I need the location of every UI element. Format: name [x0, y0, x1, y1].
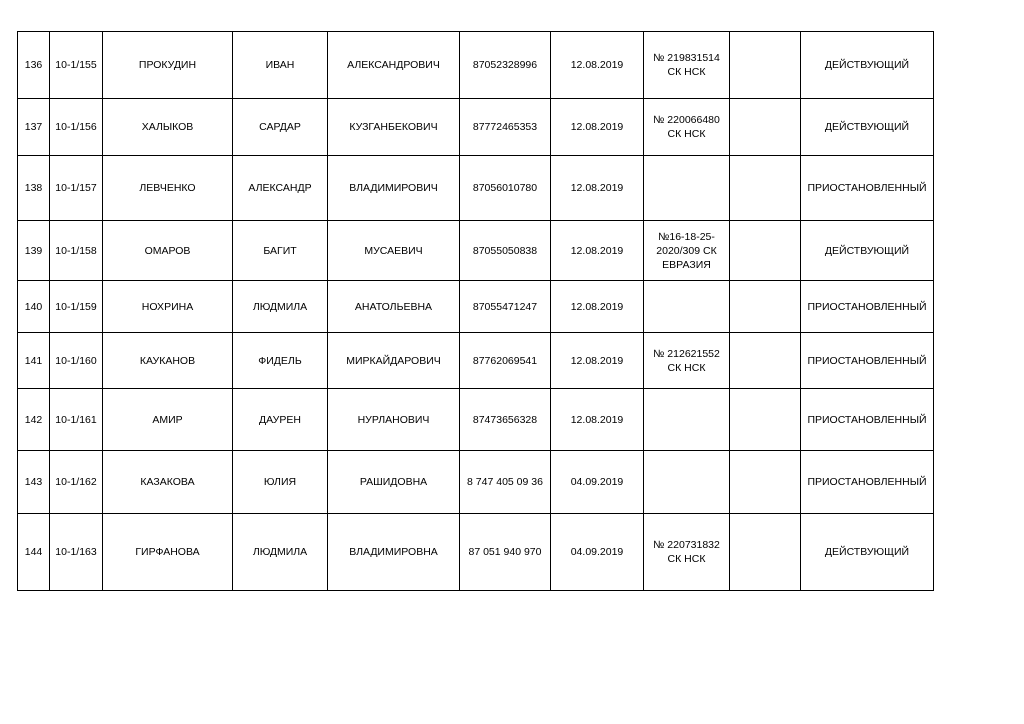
table-row: [18, 32, 934, 99]
phone-cell: 8 747 405 09 36: [460, 451, 551, 514]
row-number: 143: [18, 451, 50, 514]
surname-cell: КАЗАКОВА: [103, 451, 233, 514]
patronymic-cell: ВЛАДИМИРОВНА: [328, 514, 460, 591]
first-name-cell: ФИДЕЛЬ: [233, 333, 328, 389]
phone-cell: 87772465353: [460, 99, 551, 156]
first-name-cell: ИВАН: [233, 32, 328, 99]
table-row: [18, 514, 934, 591]
first-name-cell: БАГИТ: [233, 221, 328, 281]
first-name-cell: ЛЮДМИЛА: [233, 281, 328, 333]
insurance-policy-cell: № 220731832 СК НСК: [644, 514, 730, 591]
date-cell: 04.09.2019: [551, 514, 644, 591]
date-cell: 12.08.2019: [551, 333, 644, 389]
insurance-policy-cell: № 220066480 СК НСК: [644, 99, 730, 156]
status-cell: ДЕЙСТВУЮЩИЙ: [801, 514, 934, 591]
row-number: 144: [18, 514, 50, 591]
first-name-cell: ДАУРЕН: [233, 389, 328, 451]
date-cell: 12.08.2019: [551, 99, 644, 156]
insurance-policy-cell: [644, 156, 730, 221]
table-row: [18, 333, 934, 389]
row-number: 137: [18, 99, 50, 156]
date-cell: 12.08.2019: [551, 281, 644, 333]
status-cell: ПРИОСТАНОВЛЕННЫЙ: [801, 451, 934, 514]
registration-number: 10-1/158: [50, 221, 103, 281]
phone-cell: 87056010780: [460, 156, 551, 221]
date-cell: 04.09.2019: [551, 451, 644, 514]
registration-number: 10-1/160: [50, 333, 103, 389]
registration-number: 10-1/157: [50, 156, 103, 221]
status-cell: ПРИОСТАНОВЛЕННЫЙ: [801, 281, 934, 333]
date-cell: 12.08.2019: [551, 32, 644, 99]
phone-cell: 87052328996: [460, 32, 551, 99]
row-number: 141: [18, 333, 50, 389]
registration-number: 10-1/159: [50, 281, 103, 333]
row-number: 139: [18, 221, 50, 281]
status-cell: ПРИОСТАНОВЛЕННЫЙ: [801, 156, 934, 221]
registration-number: 10-1/155: [50, 32, 103, 99]
row-number: 140: [18, 281, 50, 333]
surname-cell: ОМАРОВ: [103, 221, 233, 281]
first-name-cell: АЛЕКСАНДР: [233, 156, 328, 221]
first-name-cell: ЛЮДМИЛА: [233, 514, 328, 591]
patronymic-cell: АНАТОЛЬЕВНА: [328, 281, 460, 333]
status-cell: ДЕЙСТВУЮЩИЙ: [801, 32, 934, 99]
table-row: [18, 156, 934, 221]
first-name-cell: САРДАР: [233, 99, 328, 156]
patronymic-cell: АЛЕКСАНДРОВИЧ: [328, 32, 460, 99]
registry-table: [17, 31, 934, 591]
empty-cell: [730, 156, 801, 221]
row-number: 138: [18, 156, 50, 221]
insurance-policy-cell: [644, 389, 730, 451]
registration-number: 10-1/162: [50, 451, 103, 514]
insurance-policy-cell: № 219831514 СК НСК: [644, 32, 730, 99]
surname-cell: КАУКАНОВ: [103, 333, 233, 389]
table-row: [18, 451, 934, 514]
patronymic-cell: КУЗГАНБЕКОВИЧ: [328, 99, 460, 156]
empty-cell: [730, 389, 801, 451]
surname-cell: НОХРИНА: [103, 281, 233, 333]
empty-cell: [730, 221, 801, 281]
first-name-cell: ЮЛИЯ: [233, 451, 328, 514]
surname-cell: ПРОКУДИН: [103, 32, 233, 99]
date-cell: 12.08.2019: [551, 389, 644, 451]
date-cell: 12.08.2019: [551, 221, 644, 281]
empty-cell: [730, 99, 801, 156]
surname-cell: ХАЛЫКОВ: [103, 99, 233, 156]
phone-cell: 87055050838: [460, 221, 551, 281]
surname-cell: ГИРФАНОВА: [103, 514, 233, 591]
patronymic-cell: НУРЛАНОВИЧ: [328, 389, 460, 451]
row-number: 142: [18, 389, 50, 451]
table-row: [18, 389, 934, 451]
registration-number: 10-1/156: [50, 99, 103, 156]
table-row: [18, 281, 934, 333]
status-cell: ДЕЙСТВУЮЩИЙ: [801, 221, 934, 281]
surname-cell: ЛЕВЧЕНКО: [103, 156, 233, 221]
patronymic-cell: МУСАЕВИЧ: [328, 221, 460, 281]
registry-body: [18, 32, 934, 591]
registration-number: 10-1/163: [50, 514, 103, 591]
insurance-policy-cell: [644, 451, 730, 514]
empty-cell: [730, 514, 801, 591]
phone-cell: 87055471247: [460, 281, 551, 333]
surname-cell: АМИР: [103, 389, 233, 451]
empty-cell: [730, 333, 801, 389]
patronymic-cell: МИРКАЙДАРОВИЧ: [328, 333, 460, 389]
insurance-policy-cell: [644, 281, 730, 333]
patronymic-cell: РАШИДОВНА: [328, 451, 460, 514]
status-cell: ДЕЙСТВУЮЩИЙ: [801, 99, 934, 156]
insurance-policy-cell: №16-18-25- 2020/309 СК ЕВРАЗИЯ: [644, 221, 730, 281]
table-row: [18, 221, 934, 281]
row-number: 136: [18, 32, 50, 99]
phone-cell: 87473656328: [460, 389, 551, 451]
status-cell: ПРИОСТАНОВЛЕННЫЙ: [801, 333, 934, 389]
status-cell: ПРИОСТАНОВЛЕННЫЙ: [801, 389, 934, 451]
empty-cell: [730, 451, 801, 514]
insurance-policy-cell: № 212621552 СК НСК: [644, 333, 730, 389]
empty-cell: [730, 32, 801, 99]
date-cell: 12.08.2019: [551, 156, 644, 221]
empty-cell: [730, 281, 801, 333]
phone-cell: 87762069541: [460, 333, 551, 389]
phone-cell: 87 051 940 970: [460, 514, 551, 591]
table-row: [18, 99, 934, 156]
registration-number: 10-1/161: [50, 389, 103, 451]
patronymic-cell: ВЛАДИМИРОВИЧ: [328, 156, 460, 221]
